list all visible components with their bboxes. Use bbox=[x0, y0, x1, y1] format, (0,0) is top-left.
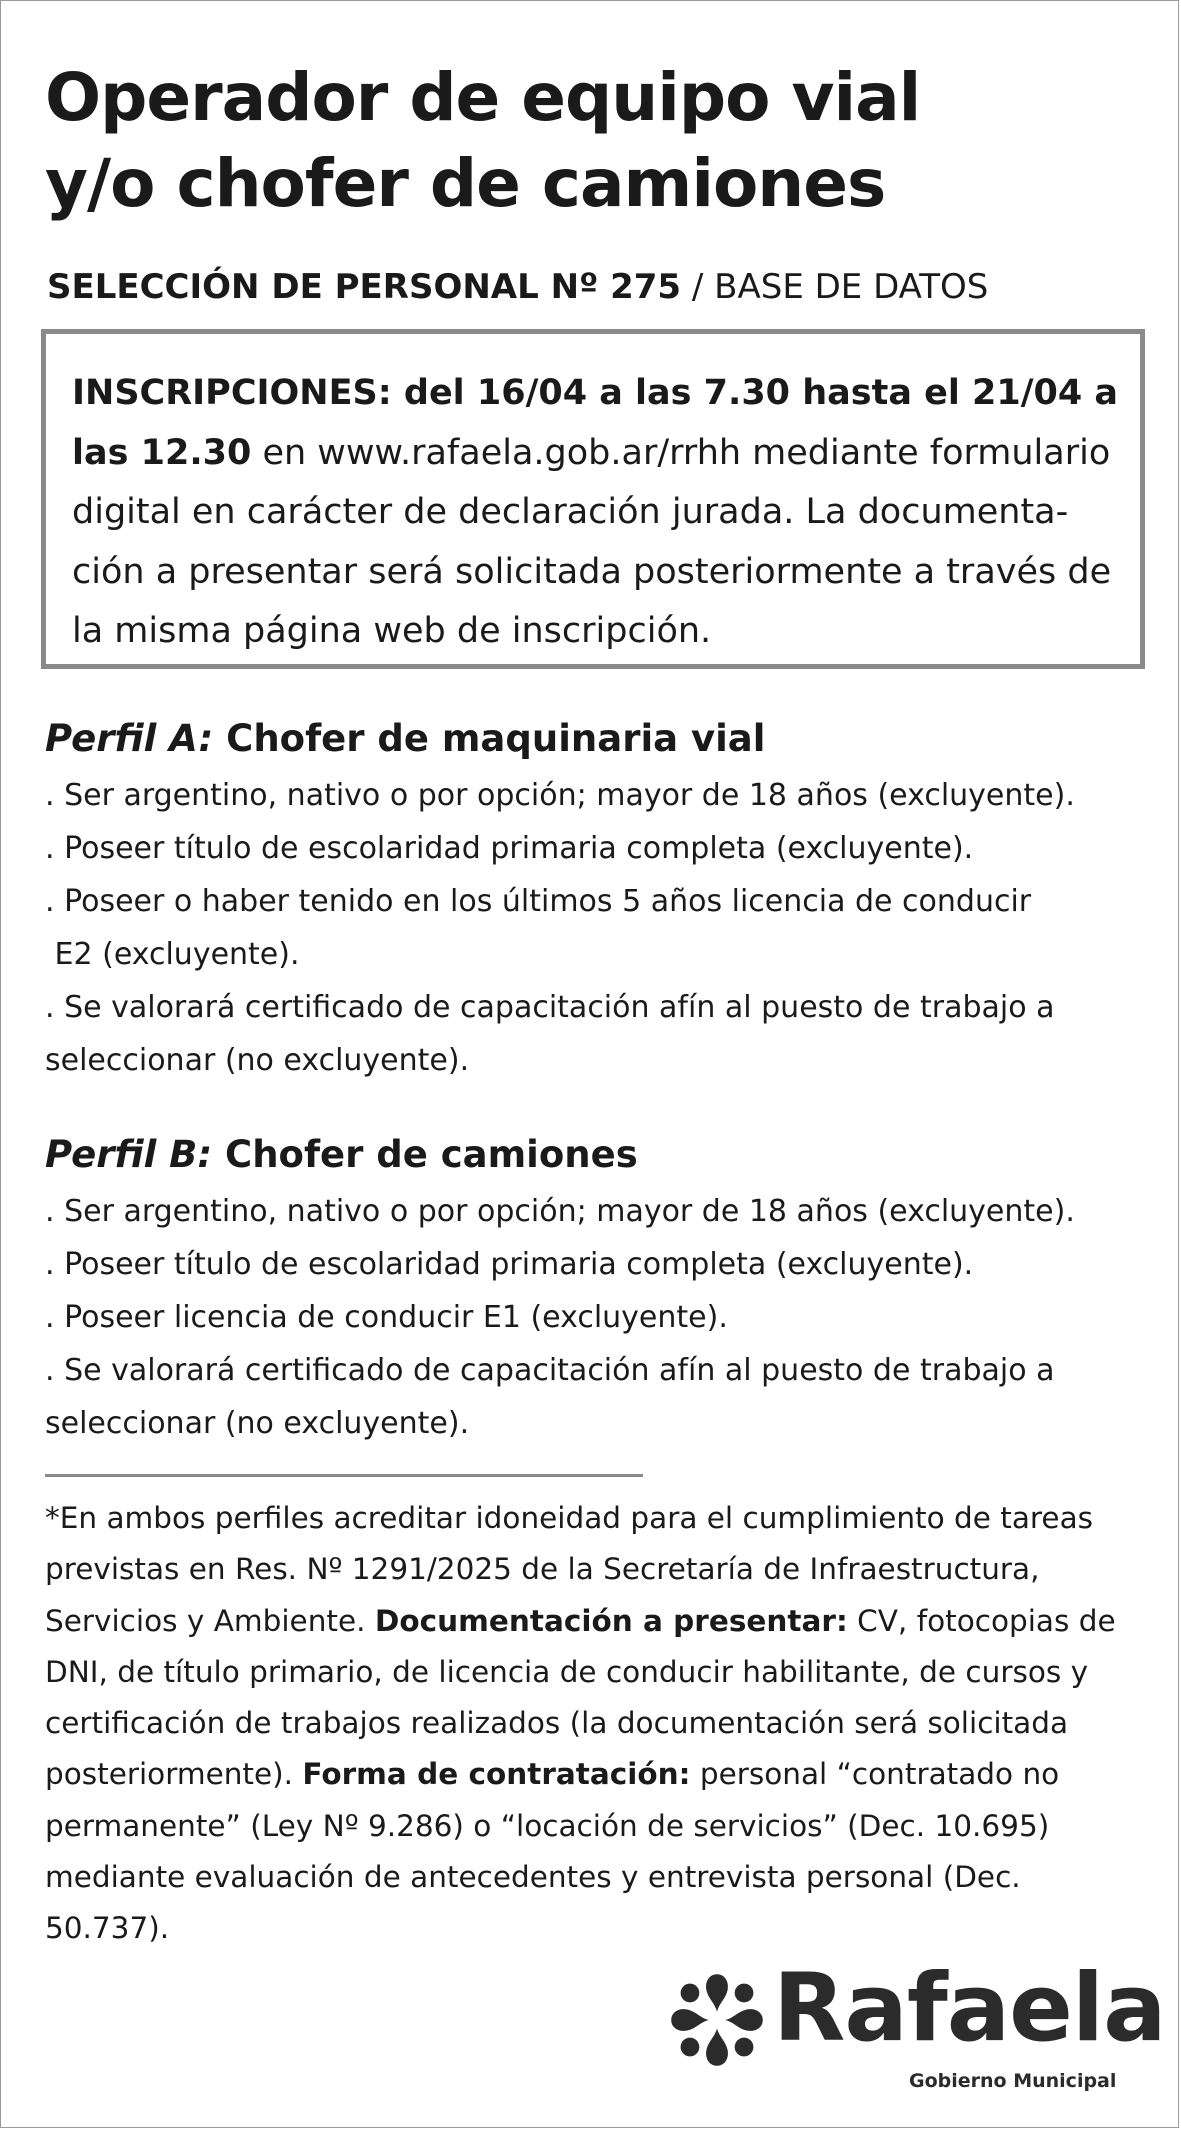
selection-number: SELECCIÓN DE PERSONAL Nº 275 bbox=[47, 267, 682, 307]
title-line-1: Operador de equipo vial bbox=[45, 59, 921, 136]
list-item: . Ser argentino, nativo o por opción; mayor de 18 años (excluyente). bbox=[45, 1194, 1075, 1229]
list-item: . Se valorará certificado de capacitación afín al puesto de trabajo a bbox=[45, 1353, 1055, 1388]
list-item: . Poseer o haber tenido en los últimos 5 años licencia de conducir bbox=[45, 884, 1032, 919]
list-item: seleccionar (no excluyente). bbox=[45, 1406, 470, 1441]
profile-b-heading bbox=[45, 1130, 1145, 1180]
list-item: seleccionar (no excluyente). bbox=[45, 1043, 470, 1078]
profile-b-name: Chofer de camiones bbox=[212, 1133, 638, 1176]
title-line-2: y/o chofer de camiones bbox=[45, 145, 886, 222]
registration-text: en www.rafaela.gob.ar/rrhh mediante formulario digital en carácter de declaración jurada. La documentación a presentar será solicitada posteriormente a través de la misma página web de inscripción. bbox=[72, 432, 1112, 651]
registration-box bbox=[41, 329, 1145, 669]
footnote-part-2: CV, fotocopias de DNI, de título primario, de licencia de conducir habilitante, de cursos y certificación de trabajos realizados (la documentación será solicitada posteriormente). bbox=[45, 1603, 1116, 1792]
profile-a-label: Perfil A: bbox=[45, 717, 214, 760]
list-item: . Se valorará certificado de capacitación afín al puesto de trabajo a bbox=[45, 990, 1055, 1025]
list-item: . Poseer título de escolaridad primaria completa (excluyente). bbox=[45, 1247, 974, 1282]
profile-a-heading bbox=[45, 714, 1145, 764]
rafaela-logo-icon bbox=[665, 1968, 769, 2072]
registration-dates: INSCRIPCIONES: del 16/04 a las 7.30 hasta el 21/04 a las 12.30 bbox=[72, 373, 1119, 473]
profile-b-requirements bbox=[45, 1185, 1155, 1450]
documentation-label: Documentación a presentar: bbox=[374, 1603, 848, 1638]
profile-b-label: Perfil B: bbox=[45, 1133, 213, 1176]
rafaela-logo bbox=[661, 1954, 1166, 2096]
list-item: . Poseer título de escolaridad primaria completa (excluyente). bbox=[45, 831, 974, 866]
selection-type: / BASE DE DATOS bbox=[681, 267, 989, 307]
logo-subtitle: Gobierno Municipal bbox=[909, 2070, 1117, 2092]
footnote-part-3: personal “contratado no permanente” (Ley Nº 9.286) o “locación de servicios” (Dec. 10.695) mediante evaluación de antecedentes y entrevista personal (Dec. 50.737). bbox=[45, 1757, 1060, 1946]
footnote-part-1: *En ambos perfiles acreditar idoneidad para el cumplimiento de tareas previstas en Res. Nº 1291/2025 de la Secretaría de Infraestructura, Servicios y Ambiente. bbox=[45, 1501, 1094, 1638]
list-item: . Ser argentino, nativo o por opción; mayor de 18 años (excluyente). bbox=[45, 778, 1075, 813]
hiring-label: Forma de contratación: bbox=[302, 1757, 691, 1792]
selection-subtitle bbox=[47, 263, 1147, 311]
list-item: . Poseer licencia de conducir E1 (excluyente). bbox=[45, 1300, 728, 1335]
profile-a-requirements bbox=[45, 769, 1155, 1087]
page-title bbox=[45, 55, 1145, 227]
list-item: E2 (excluyente). bbox=[45, 937, 300, 972]
section-divider bbox=[45, 1474, 643, 1477]
profile-a-name: Chofer de maquinaria vial bbox=[213, 717, 766, 760]
footnote bbox=[45, 1493, 1150, 1955]
logo-wordmark: Rafaela bbox=[773, 1954, 1166, 2063]
